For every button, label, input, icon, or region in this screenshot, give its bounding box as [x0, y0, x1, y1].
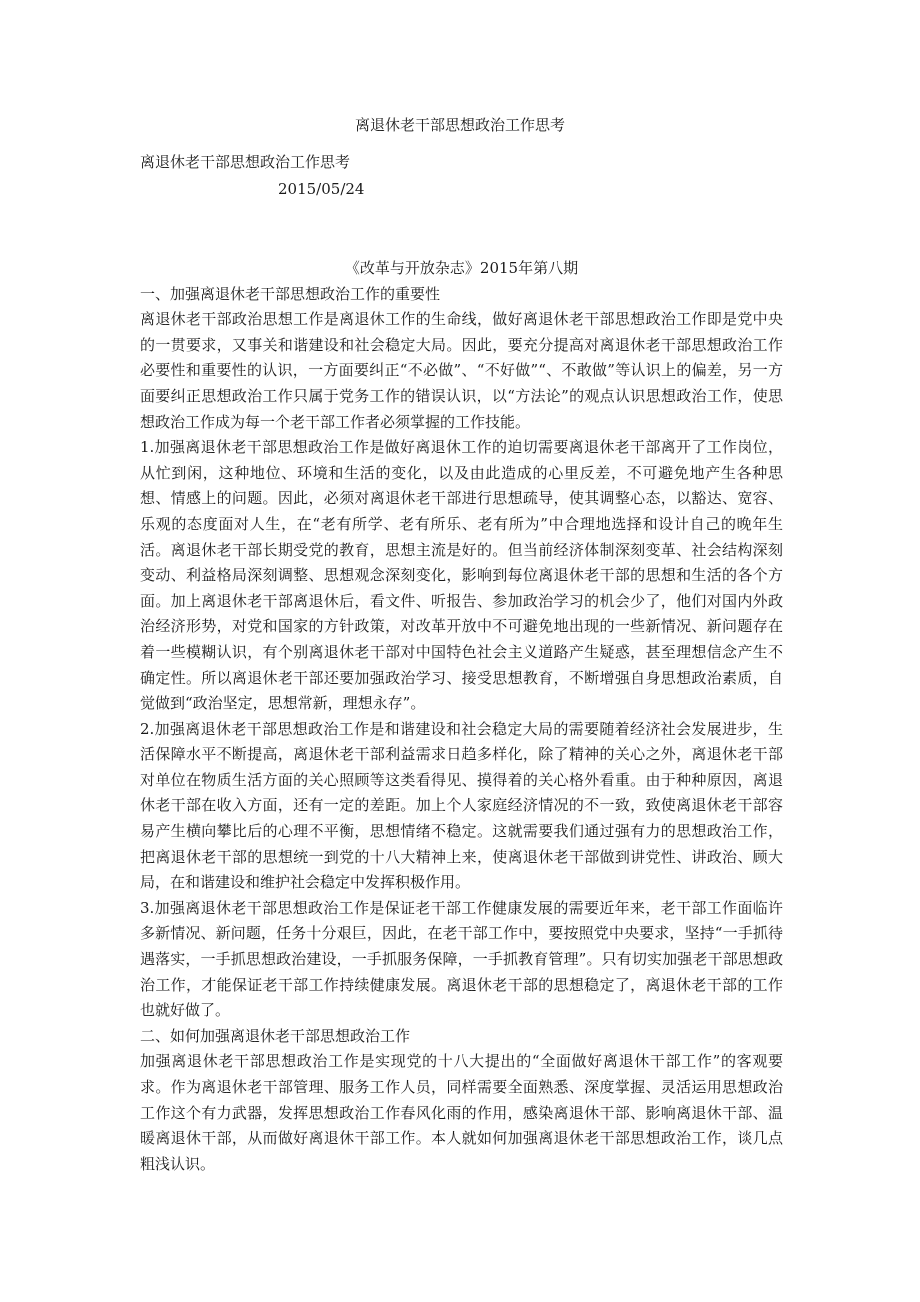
- section-heading: 一、加强离退休老干部思想政治工作的重要性: [140, 284, 441, 303]
- source-line: 《改革与开放杂志》2015年第八期: [344, 259, 579, 277]
- document-subtitle: 离退休老干部思想政治工作思考: [140, 153, 351, 171]
- document-body: [140, 256, 783, 1177]
- document-title: 离退休老干部思想政治工作思考: [354, 116, 565, 134]
- paragraph: 加强离退休老干部思想政治工作是实现党的十八大提出的“全面做好离退休干部工作”的客观要求。作为离退休老干部管理、服务工作人员，同样需要全面熟悉、深度掌握、灵活运用思想政治工作这个有力武器，发挥思想政治工作春风化雨的作用，感染离退休干部、影响离退休干部、温暖离退休干部，从而做好离退休干部工作。本人就如何加强离退休老干部思想政治工作，谈几点粗浅认识。: [140, 1052, 783, 1173]
- paragraph: 3.加强离退休老干部思想政治工作是保证老干部工作健康发展的需要近年来，老干部工作面临许多新情况、新问题，任务十分艰巨，因此，在老干部工作中，要按照党中央要求，坚持“一手抓待遇落实，一手抓思想政治建设，一手抓服务保障，一手抓教育管理”。只有切实加强老干部思想政治工作，才能保证老干部工作持续健康发展。离退休老干部的思想稳定了，离退休老干部的工作也就好做了。: [140, 898, 783, 1020]
- section-heading: 二、如何加强离退休老干部思想政治工作: [140, 1026, 411, 1045]
- paragraph: 离退休老干部政治思想工作是离退休工作的生命线，做好离退休老干部思想政治工作即是党中央的一贯要求，又事关和谐建设和社会稳定大局。因此，要充分提高对离退休老干部思想政治工作必要性和重要性的认识，一方面要纠正“不必做”、“不好做”“、不敢做”等认识上的偏差，另一方面要纠正思想政治工作只属于党务工作的错误认识，以“方法论”的观点认识思想政治工作，使思想政治工作成为每一个老干部工作者必须掌握的工作技能。: [140, 310, 783, 431]
- document-date: 2015/05/24: [278, 180, 365, 198]
- paragraph: 1.加强离退休老干部思想政治工作是做好离退休工作的迫切需要离退休老干部离开了工作岗位，从忙到闲，这种地位、环境和生活的变化，以及由此造成的心里反差，不可避免地产生各种思想、情感上的问题。因此，必须对离退休老干部进行思想疏导，使其调整心态，以豁达、宽容、乐观的态度面对人生，在“老有所学、老有所乐、老有所为”中合理地选择和设计自己的晚年生活。离退休老干部长期受党的教育，思想主流是好的。但当前经济体制深刻变革、社会结构深刻变动、利益格局深刻调整、思想观念深刻变化，影响到每位离退休老干部的思想和生活的各个方面。加上离退休老干部离退休后，看文件、听报告、参加政治学习的机会少了，他们对国内外政治经济形势，对党和国家的方针政策，对改革开放中不可避免地出现的一些新情况、新问题存在着一些模糊认识，有个别离退休老干部对中国特色社会主义道路产生疑惑，甚至理想信念产生不确定性。所以离退休老干部还要加强政治学习、接受思想教育，不断增强自身思想政治素质，自觉做到“政治坚定，思想常新，理想永存”。: [140, 438, 783, 713]
- paragraph: 2.加强离退休老干部思想政治工作是和谐建设和社会稳定大局的需要随着经济社会发展进步，生活保障水平不断提高，离退休老干部利益需求日趋多样化，除了精神的关心之外，离退休老干部对单位在物质生活方面的关心照顾等这类看得见、摸得着的关心格外看重。由于种种原因，离退休老干部在收入方面，还有一定的差距。加上个人家庭经济情况的不一致，致使离退休老干部容易产生横向攀比后的心理不平衡，思想情绪不稳定。这就需要我们通过强有力的思想政治工作，把离退休老干部的思想统一到党的十八大精神上来，使离退休老干部做到讲党性、讲政治、顾大局，在和谐建设和维护社会稳定中发挥积极作用。: [140, 719, 783, 892]
